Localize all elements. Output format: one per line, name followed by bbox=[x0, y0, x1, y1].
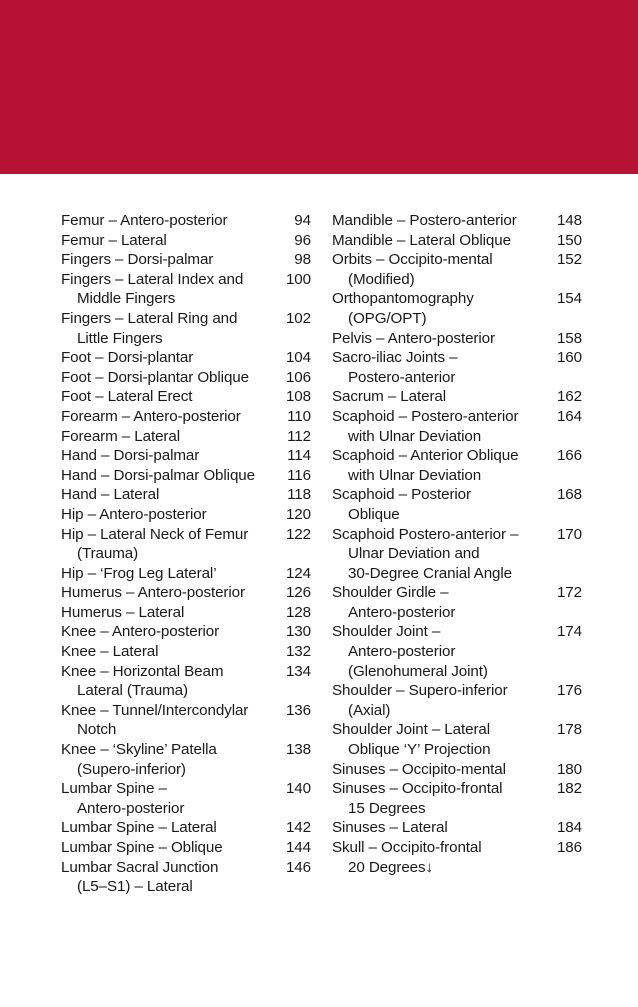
toc-entry-title-line: Lumbar Spine – Lateral bbox=[61, 819, 217, 837]
toc-entry bbox=[332, 387, 582, 407]
toc-entry-title-line: (Trauma) bbox=[77, 545, 139, 563]
toc-entry-title-line: Humerus – Antero-posterior bbox=[61, 584, 245, 602]
toc-entry-title-line: 30-Degree Cranial Angle bbox=[348, 564, 513, 582]
toc-entry-title bbox=[332, 525, 557, 584]
toc-entry-title-line: (Glenohumeral Joint) bbox=[348, 662, 488, 680]
toc-entry-title-line: Foot – Dorsi-plantar Oblique bbox=[61, 368, 249, 386]
toc-entry-page-number: 184 bbox=[556, 819, 582, 837]
toc-entry-title bbox=[61, 603, 286, 623]
toc-entry-title bbox=[61, 407, 287, 427]
toc-entry-page-number: 124 bbox=[285, 564, 311, 582]
toc-entry bbox=[332, 818, 582, 838]
toc-entry-page-number: 116 bbox=[287, 466, 311, 484]
toc-entry-title bbox=[61, 211, 294, 231]
toc-entry-title-line: (Supero-inferior) bbox=[77, 760, 186, 778]
toc-entry bbox=[61, 505, 311, 525]
toc-entry-title bbox=[61, 525, 286, 564]
toc-entry-title-line: (Modified) bbox=[348, 270, 415, 288]
toc-entry-title bbox=[332, 289, 557, 328]
toc-entry-title-line: Fingers – Lateral Index and bbox=[61, 270, 244, 288]
toc-entry bbox=[61, 387, 311, 407]
toc-entry bbox=[61, 858, 311, 897]
toc-entry-title-line: (L5–S1) – Lateral bbox=[77, 878, 193, 896]
toc-entry bbox=[332, 720, 582, 759]
toc-entry bbox=[332, 329, 582, 349]
toc-entry bbox=[332, 485, 582, 524]
toc-entry-page-number: 108 bbox=[285, 388, 311, 406]
toc-entry bbox=[61, 485, 311, 505]
toc-entry-title-line: Mandible – Lateral Oblique bbox=[332, 231, 511, 249]
toc-entry-title bbox=[332, 583, 557, 622]
toc-entry-title-line: Postero-anterior bbox=[348, 368, 456, 386]
toc-entry-title bbox=[332, 818, 557, 838]
toc-entry-title bbox=[61, 231, 294, 251]
toc-entry-title bbox=[61, 642, 286, 662]
toc-entry-title-line: Lumbar Spine – bbox=[61, 780, 167, 798]
toc-entry-title-line: Hand – Lateral bbox=[61, 486, 160, 504]
toc-entry-title bbox=[332, 446, 557, 485]
toc-entry bbox=[332, 525, 582, 584]
toc-entry-title-line: Shoulder Girdle – bbox=[332, 584, 449, 602]
toc-entry bbox=[61, 564, 311, 584]
toc-entry-page-number: 100 bbox=[285, 270, 311, 288]
toc-entry bbox=[332, 407, 582, 446]
toc-entry-title bbox=[61, 446, 287, 466]
toc-entry-title bbox=[61, 701, 286, 740]
toc-entry-title bbox=[332, 720, 557, 759]
toc-entry-title bbox=[61, 250, 294, 270]
toc-entry-page-number: 158 bbox=[556, 329, 582, 347]
toc-column-right bbox=[332, 211, 582, 877]
toc-entry-title-line: Notch bbox=[77, 721, 117, 739]
toc-entry-title-line: Sinuses – Occipito-mental bbox=[332, 760, 506, 778]
toc-entry-title-line: Ulnar Deviation and bbox=[348, 545, 480, 563]
toc-entry-title-line: Fingers – Dorsi-palmar bbox=[61, 251, 214, 269]
toc-entry-title bbox=[332, 485, 557, 524]
toc-entry-page-number: 182 bbox=[556, 780, 582, 798]
toc-entry-title-line: Foot – Dorsi-plantar bbox=[61, 349, 194, 367]
toc-entry-title bbox=[61, 427, 287, 447]
toc-entry bbox=[61, 583, 311, 603]
toc-entry-title bbox=[61, 564, 286, 584]
toc-entry-title bbox=[61, 466, 287, 486]
toc-entry-page-number: 168 bbox=[556, 486, 582, 504]
toc-entry-title bbox=[332, 838, 557, 877]
toc-entry-title bbox=[61, 622, 286, 642]
toc-entry-title-line: Knee – Antero-posterior bbox=[61, 623, 220, 641]
toc-entry-title bbox=[332, 622, 557, 681]
toc-entry-title-line: Hand – Dorsi-palmar Oblique bbox=[61, 466, 255, 484]
toc-entry bbox=[61, 250, 311, 270]
toc-entry-title bbox=[61, 348, 286, 368]
toc-entry-page-number: 162 bbox=[556, 388, 582, 406]
toc-entry bbox=[61, 231, 311, 251]
toc-entry-title-line: Oblique bbox=[348, 505, 400, 523]
toc-entry-page-number: 132 bbox=[285, 643, 311, 661]
toc-entry-page-number: 106 bbox=[285, 368, 311, 386]
header-banner bbox=[0, 0, 638, 174]
toc-entry-title bbox=[332, 407, 557, 446]
toc-column-left bbox=[61, 211, 311, 897]
toc-entry-title-line: 15 Degrees bbox=[348, 799, 426, 817]
toc-entry-page-number: 148 bbox=[556, 212, 582, 229]
toc-entry bbox=[61, 603, 311, 623]
toc-entry-page-number: 180 bbox=[556, 760, 582, 778]
toc-entry-page-number: 98 bbox=[294, 251, 311, 269]
toc-entry-page-number: 166 bbox=[556, 447, 582, 465]
toc-entry-title-line: Sinuses – Lateral bbox=[332, 819, 448, 837]
toc-entry bbox=[332, 211, 582, 231]
toc-entry-title-line: Hip – Lateral Neck of Femur bbox=[61, 525, 249, 543]
toc-entry-title-line: Lumbar Sacral Junction bbox=[61, 858, 219, 876]
toc-entry-title-line: Antero-posterior bbox=[348, 643, 456, 661]
toc-entry bbox=[61, 525, 311, 564]
toc-entry-title bbox=[332, 779, 557, 818]
toc-entry-title bbox=[61, 583, 286, 603]
toc-entry bbox=[61, 427, 311, 447]
toc-entry-page-number: 150 bbox=[556, 231, 582, 249]
toc-entry bbox=[61, 466, 311, 486]
toc-entry-title-line: Hip – Antero-posterior bbox=[61, 505, 207, 523]
toc-entry-title bbox=[332, 348, 557, 387]
toc-entry-page-number: 104 bbox=[285, 349, 311, 367]
toc-entry-title bbox=[61, 485, 287, 505]
toc-entry-title-line: with Ulnar Deviation bbox=[348, 427, 482, 445]
toc-entry-page-number: 164 bbox=[556, 407, 582, 425]
toc-entry-page-number: 144 bbox=[285, 839, 311, 856]
toc-entry-title-line: Orthopantomography bbox=[332, 290, 474, 308]
toc-entry bbox=[332, 348, 582, 387]
toc-entry-page-number: 142 bbox=[285, 819, 311, 837]
toc-entry-title-line: Hip – ‘Frog Leg Lateral’ bbox=[61, 564, 217, 582]
toc-entry-title-line: 20 Degrees↓ bbox=[348, 858, 434, 876]
toc-entry-title-line: Sinuses – Occipito-frontal bbox=[332, 780, 503, 798]
toc-entry-page-number: 134 bbox=[285, 662, 311, 680]
toc-entry-page-number: 110 bbox=[287, 407, 311, 425]
toc-entry-page-number: 120 bbox=[285, 505, 311, 523]
toc-entry-title-line: Femur – Antero-posterior bbox=[61, 212, 228, 229]
toc-entry-title-line: Scaphoid – Anterior Oblique bbox=[332, 447, 519, 465]
toc-entry bbox=[61, 368, 311, 388]
toc-entry bbox=[61, 622, 311, 642]
toc-entry-page-number: 126 bbox=[285, 584, 311, 602]
toc-entry bbox=[332, 289, 582, 328]
toc-entry-title-line: Knee – Lateral bbox=[61, 643, 159, 661]
toc-entry bbox=[61, 309, 311, 348]
toc-entry-page-number: 186 bbox=[556, 839, 582, 856]
toc-entry-title-line: Oblique ‘Y’ Projection bbox=[348, 741, 491, 759]
toc-entry-title-line: Knee – Tunnel/Intercondylar bbox=[61, 701, 249, 719]
toc-entry-title bbox=[61, 505, 286, 525]
toc-entry-title-line: (OPG/OPT) bbox=[348, 309, 427, 327]
toc-entry-page-number: 122 bbox=[285, 525, 311, 543]
toc-entry-title-line: Little Fingers bbox=[77, 329, 163, 347]
toc-entry-page-number: 178 bbox=[556, 721, 582, 739]
toc-entry-title bbox=[61, 387, 286, 407]
toc-entry-title bbox=[61, 779, 286, 818]
toc-entry bbox=[61, 740, 311, 779]
toc-entry-page-number: 138 bbox=[285, 741, 311, 759]
toc-entry bbox=[61, 348, 311, 368]
toc-entry-title bbox=[61, 858, 286, 897]
toc-entry-page-number: 176 bbox=[556, 682, 582, 700]
toc-entry bbox=[332, 779, 582, 818]
toc-entry bbox=[332, 231, 582, 251]
toc-entry-page-number: 96 bbox=[294, 231, 311, 249]
toc-entry-page-number: 118 bbox=[287, 486, 311, 504]
toc-entry-title-line: Skull – Occipito-frontal bbox=[332, 839, 482, 856]
toc-entry-title-line: Antero-posterior bbox=[348, 603, 456, 621]
toc-entry-title-line: Humerus – Lateral bbox=[61, 603, 185, 621]
toc-entry-page-number: 128 bbox=[285, 603, 311, 621]
toc-entry-title bbox=[332, 760, 557, 780]
toc-entry-title-line: Pelvis – Antero-posterior bbox=[332, 329, 495, 347]
toc-entry-title bbox=[61, 309, 286, 348]
toc-entry-title bbox=[332, 681, 557, 720]
toc-entry-title-line: Scaphoid – Posterior bbox=[332, 486, 471, 504]
toc-entry-page-number: 160 bbox=[556, 349, 582, 367]
toc-entry bbox=[61, 446, 311, 466]
toc-entry bbox=[332, 838, 582, 877]
toc-entry-title-line: Forearm – Antero-posterior bbox=[61, 407, 241, 425]
toc-entry bbox=[332, 250, 582, 289]
toc-entry-title-line: Shoulder – Supero-inferior bbox=[332, 682, 508, 700]
toc-entry bbox=[61, 662, 311, 701]
toc-entry bbox=[61, 407, 311, 427]
toc-entry-page-number: 146 bbox=[285, 858, 311, 876]
toc-entry-title-line: Sacrum – Lateral bbox=[332, 388, 447, 406]
toc-entry-title-line: Forearm – Lateral bbox=[61, 427, 181, 445]
toc-entry-title bbox=[332, 250, 557, 289]
toc-entry-title-line: Orbits – Occipito-mental bbox=[332, 251, 493, 269]
toc-entry bbox=[332, 446, 582, 485]
toc-entry-page-number: 114 bbox=[287, 447, 311, 465]
toc-entry-page-number: 102 bbox=[285, 309, 311, 327]
toc-entry bbox=[332, 760, 582, 780]
toc-entry-page-number: 170 bbox=[556, 525, 582, 543]
toc-entry-page-number: 154 bbox=[556, 290, 582, 308]
toc-entry-title bbox=[332, 329, 557, 349]
toc-entry-title-line: Hand – Dorsi-palmar bbox=[61, 447, 200, 465]
toc-entry-title-line: Shoulder Joint – bbox=[332, 623, 441, 641]
toc-entry bbox=[61, 211, 311, 231]
toc-entry-page-number: 174 bbox=[556, 623, 582, 641]
toc-entry-title-line: Foot – Lateral Erect bbox=[61, 388, 193, 406]
toc-entry-page-number: 152 bbox=[556, 251, 582, 269]
toc-entry bbox=[61, 642, 311, 662]
toc-entry-title-line: Lumbar Spine – Oblique bbox=[61, 839, 223, 856]
toc-entry-title-line: Mandible – Postero-anterior bbox=[332, 212, 517, 229]
toc-entry-title bbox=[332, 231, 557, 251]
toc-entry-title-line: Antero-posterior bbox=[77, 799, 185, 817]
toc-entry bbox=[61, 838, 311, 858]
toc-entry-page-number: 140 bbox=[285, 780, 311, 798]
toc-entry-title bbox=[332, 211, 557, 231]
toc-entry bbox=[61, 818, 311, 838]
toc-entry-title-line: Lateral (Trauma) bbox=[77, 682, 188, 700]
toc-entry bbox=[332, 583, 582, 622]
toc-entry-title bbox=[61, 368, 286, 388]
toc-entry bbox=[332, 681, 582, 720]
toc-entry-page-number: 172 bbox=[556, 584, 582, 602]
toc-entry-title-line: Shoulder Joint – Lateral bbox=[332, 721, 491, 739]
toc-entry-title-line: Femur – Lateral bbox=[61, 231, 167, 249]
toc-entry bbox=[332, 622, 582, 681]
toc-entry-page-number: 94 bbox=[294, 212, 311, 229]
toc-entry-title-line: Knee – ‘Skyline’ Patella bbox=[61, 741, 217, 759]
toc-entry-title-line: Fingers – Lateral Ring and bbox=[61, 309, 238, 327]
toc-entry-title-line: with Ulnar Deviation bbox=[348, 466, 482, 484]
toc-entry-title bbox=[61, 818, 286, 838]
toc-entry-title-line: Scaphoid – Postero-anterior bbox=[332, 407, 519, 425]
toc-entry-page-number: 112 bbox=[287, 427, 311, 445]
toc-entry bbox=[61, 701, 311, 740]
toc-entry-title-line: Sacro-iliac Joints – bbox=[332, 349, 458, 367]
toc-entry-title-line: Scaphoid Postero-anterior – bbox=[332, 525, 519, 543]
toc-entry-title-line: (Axial) bbox=[348, 701, 391, 719]
toc-entry-page-number: 136 bbox=[285, 701, 311, 719]
toc-entry-title bbox=[61, 270, 286, 309]
toc-entry-title bbox=[61, 740, 286, 779]
toc-entry-title-line: Middle Fingers bbox=[77, 290, 176, 308]
toc-entry-title bbox=[332, 387, 557, 407]
toc-entry-title bbox=[61, 838, 286, 858]
toc-entry bbox=[61, 270, 311, 309]
toc-entry bbox=[61, 779, 311, 818]
toc-entry-title-line: Knee – Horizontal Beam bbox=[61, 662, 224, 680]
toc-entry-title bbox=[61, 662, 286, 701]
toc-entry-page-number: 130 bbox=[285, 623, 311, 641]
